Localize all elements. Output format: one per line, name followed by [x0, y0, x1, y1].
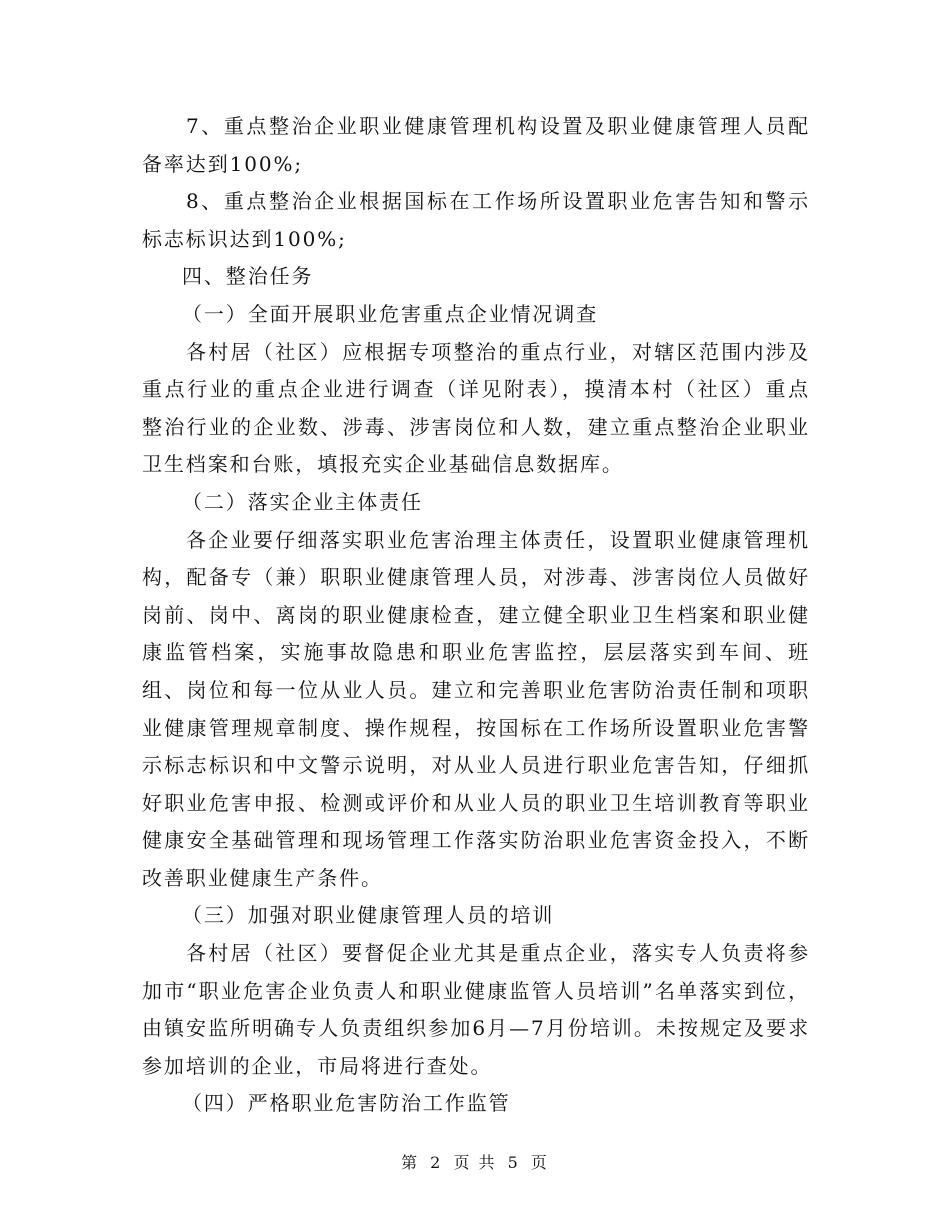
footer-prefix: 第 — [401, 1153, 420, 1172]
paragraph-responsibility: 各企业要仔细落实职业危害治理主体责任，设置职业健康管理机构，配备专（兼）职职业健康管理人员，对涉毒、涉害岗位人员做好岗前、岗中、离岗的职业健康检查，建立健全职业卫生档案和职业健康监管档案，实施事故隐患和职业危害监控，层层落实到车间、班组、岗位和每一位从业人员。建立和完善职业危害防治责任制和项职业健康管理规章制度、操作规程，按国标在工作场所设置职业危害警示标志标识和中文警示说明，对从业人员进行职业危害告知，仔细抓好职业危害申报、检测或评价和从业人员的职业卫生培训教育等职业健康安全基础管理和现场管理工作落实防治职业危害资金投入，不断改善职业健康生产条件。 — [142, 527, 810, 890]
subsection-heading-1: （一）全面开展职业危害重点企业情况调查 — [182, 301, 599, 326]
footer-total-pages: 5 — [507, 1153, 520, 1172]
paragraph-survey: 各村居（社区）应根据专项整治的重点行业，对辖区范围内涉及重点行业的重点企业进行调查（详见附表），摸清本村（社区）重点整治行业的企业数、涉毒、涉害岗位和人数，建立重点整治企业职业卫生档案和台账，填报充实企业基础信息数据库。 — [142, 339, 810, 477]
footer-middle: 页 共 — [453, 1153, 497, 1172]
subsection-heading-4: （四）严格职业危害防治工作监管 — [182, 1091, 511, 1116]
page-footer — [0, 1150, 950, 1173]
paragraph-training: 各村居（社区）要督促企业尤其是重点企业，落实专人负责将参加市“职业危害企业负责人和职业健康监管人员培训”名单落实到位，由镇安监所明确专人负责组织参加6月—7月份培训。未按规定及要求参加培训的企业，市局将进行查处。 — [142, 941, 810, 1078]
document-body — [142, 108, 810, 1123]
section-heading-tasks: 四、整治任务 — [182, 264, 314, 289]
footer-current-page: 2 — [430, 1153, 443, 1172]
paragraph-item-8: 8、重点整治企业根据国标在工作场所设置职业危害告知和警示标志标识达到100%; — [142, 189, 810, 251]
paragraph-item-7: 7、重点整治企业职业健康管理机构设置及职业健康管理人员配备率达到100%; — [142, 114, 810, 176]
subsection-heading-3: （三）加强对职业健康管理人员的培训 — [182, 903, 555, 928]
footer-suffix: 页 — [530, 1153, 549, 1172]
subsection-heading-2: （二）落实企业主体责任 — [182, 489, 423, 514]
